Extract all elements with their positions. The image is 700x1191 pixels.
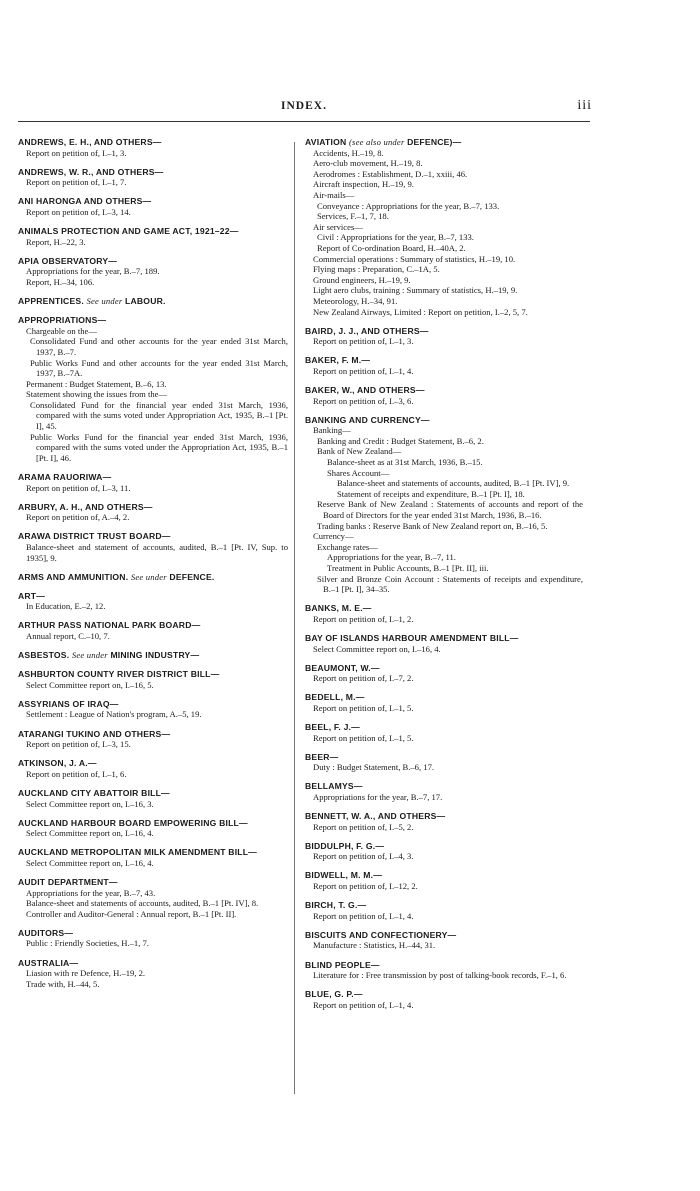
header-rule bbox=[18, 121, 590, 122]
entry-subline: Consolidated Fund for the financial year ended 31st March, 1936, compared with the sums voted under Appropriation Act, 1935, B.–1 [Pt. I], 45. bbox=[30, 399, 288, 432]
see-reference: See under bbox=[130, 571, 167, 582]
entry-subline: Report, H.–22, 3. bbox=[26, 236, 86, 247]
entry-heading bbox=[18, 818, 288, 829]
page-number: iii bbox=[577, 98, 592, 113]
entry-heading bbox=[305, 355, 583, 366]
entry-subline: Report on petition of, I.–12, 2. bbox=[313, 881, 418, 892]
entry-heading-text: BAIRD, J. J., AND OTHERS— bbox=[305, 325, 429, 336]
index-entry bbox=[305, 752, 583, 773]
entry-heading-text: ATARANGI TUKINO AND OTHERS— bbox=[18, 728, 171, 739]
entry-subline: Report on petition of, I.–1, 6. bbox=[26, 768, 127, 779]
entry-subline: Consolidated Fund and other accounts for the year ended 31st March, 1937, B.–7. bbox=[30, 336, 288, 357]
entry-subline: Exchange rates— bbox=[317, 541, 378, 552]
entry-subline: Report on petition of, I.–5, 2. bbox=[313, 821, 414, 832]
entry-heading-text: BANKS, M. E.— bbox=[305, 603, 372, 614]
entry-subline: Report on petition of, I.–3, 11. bbox=[26, 482, 131, 493]
entry-heading-text: BLIND PEOPLE— bbox=[305, 959, 380, 970]
entry-subline: Liasion with re Defence, H.–19, 2. bbox=[26, 968, 146, 979]
index-entry bbox=[305, 781, 583, 802]
entry-subline: Select Committee report on, I.–16, 4. bbox=[313, 643, 441, 654]
entry-subline: Currency— bbox=[313, 531, 354, 542]
entry-subline: Report on petition of, I.–3, 14. bbox=[26, 206, 131, 217]
entry-heading bbox=[18, 591, 288, 602]
entry-heading-text: BEDELL, M.— bbox=[305, 692, 365, 703]
see-reference: See under bbox=[86, 296, 123, 307]
entry-heading-text: ARAWA DISTRICT TRUST BOARD— bbox=[18, 531, 171, 542]
index-entry bbox=[18, 818, 288, 839]
entry-subline: Report on petition of, I.–1, 2. bbox=[313, 613, 414, 624]
entry-heading bbox=[305, 900, 583, 911]
entry-subline: Report, H.–34, 106. bbox=[26, 276, 95, 287]
entry-subline: Reserve Bank of New Zealand : Statements of accounts and report of the Board of Directors for the year ended 31st March, 1936, B.–16. bbox=[317, 499, 583, 520]
index-entry bbox=[18, 315, 288, 463]
entry-heading-text: BAKER, F. M.— bbox=[305, 355, 371, 366]
entry-subline: Statement showing the issues from the— bbox=[26, 389, 168, 400]
entry-subline: Air services— bbox=[313, 221, 363, 232]
index-entry bbox=[305, 355, 583, 376]
entry-subline: Light aero clubs, training : Summary of statistics, H.–19, 9. bbox=[313, 285, 518, 296]
entry-heading-text: BLUE, G. P.— bbox=[305, 989, 363, 1000]
entry-heading-text: BANKING AND CURRENCY— bbox=[305, 414, 430, 425]
entry-heading-text: AUCKLAND HARBOUR BOARD EMPOWERING BILL— bbox=[18, 817, 248, 828]
entry-subline: Aero-club movement, H.–19, 8. bbox=[313, 158, 423, 169]
entry-heading bbox=[305, 811, 583, 822]
entry-heading-text: BEAUMONT, W.— bbox=[305, 662, 380, 673]
index-entry bbox=[305, 137, 583, 317]
entry-subline: Balance-sheet and statement of accounts, audited, B.–1 [Pt. IV, Sup. to 1935], 9. bbox=[26, 541, 288, 563]
entry-subline: Report on petition of, I.–3, 15. bbox=[26, 739, 131, 750]
entry-subline: Report on petition of, I.–1, 4. bbox=[313, 910, 414, 921]
entry-subline: Services, F.–1, 7, 18. bbox=[317, 211, 389, 222]
index-entry bbox=[305, 385, 583, 406]
entry-subline: Conveyance : Appropriations for the year, B.–7, 133. bbox=[317, 200, 500, 211]
entry-heading bbox=[18, 226, 288, 237]
entry-subline: Select Committee report on, I.–16, 4. bbox=[26, 857, 154, 868]
index-entry bbox=[305, 633, 583, 654]
entry-heading bbox=[305, 752, 583, 763]
entry-heading-text: ANDREWS, W. R., AND OTHERS— bbox=[18, 166, 164, 177]
column-divider bbox=[294, 142, 295, 1094]
entry-subline: Appropriations for the year, B.–7, 43. bbox=[26, 887, 156, 898]
entry-heading-text: AUSTRALIA— bbox=[18, 957, 79, 968]
index-entry bbox=[18, 847, 288, 868]
entry-subline: Public Works Fund and other accounts for the year ended 31st March, 1937, B.–7A. bbox=[30, 357, 288, 379]
index-entry bbox=[305, 692, 583, 713]
entry-subline: Select Committee report on, I.–16, 4. bbox=[26, 828, 154, 839]
entry-subline: Report on petition of, I.–1, 7. bbox=[26, 177, 127, 188]
entry-subline: Duty : Budget Statement, B.–6, 17. bbox=[313, 762, 435, 773]
index-entry bbox=[305, 900, 583, 921]
index-entry bbox=[18, 531, 288, 563]
entry-heading bbox=[305, 989, 583, 1000]
index-entry bbox=[305, 603, 583, 624]
index-entry bbox=[305, 811, 583, 832]
entry-heading bbox=[18, 847, 288, 858]
index-entry bbox=[18, 196, 288, 217]
index-entry bbox=[18, 958, 288, 990]
entry-heading-text: ARAMA RAUORIWA— bbox=[18, 471, 112, 482]
index-entry bbox=[305, 960, 583, 981]
entry-subline: Air-mails— bbox=[313, 189, 355, 200]
entry-heading bbox=[305, 781, 583, 792]
index-entry bbox=[18, 699, 288, 720]
entry-subline: Statement of receipts and expenditure, B.–1 [Pt. I], 18. bbox=[337, 488, 525, 499]
entry-heading bbox=[305, 326, 583, 337]
entry-subline: Aerodromes : Establishment, D.–1, xxiii, 46. bbox=[313, 168, 468, 179]
entry-heading bbox=[18, 531, 288, 542]
entry-subline: Select Committee report on, I.–16, 3. bbox=[26, 798, 154, 809]
entry-heading-text: APPRENTICES. bbox=[18, 296, 84, 307]
entry-heading-text: ANDREWS, E. H., AND OTHERS— bbox=[18, 137, 162, 147]
entry-heading bbox=[18, 958, 288, 969]
entry-subline: Manufacture : Statistics, H.–44, 31. bbox=[313, 940, 436, 951]
index-column-left bbox=[18, 137, 288, 998]
entry-subline: Trade with, H.–44, 5. bbox=[26, 978, 100, 989]
index-entry bbox=[18, 650, 288, 661]
entry-heading bbox=[305, 603, 583, 614]
index-entry bbox=[18, 167, 288, 188]
entry-subline: Civil : Appropriations for the year, B.–7, 133. bbox=[317, 232, 474, 243]
entry-subline: Report on petition of, I.–7, 2. bbox=[313, 673, 414, 684]
index-entry bbox=[18, 729, 288, 750]
entry-subline: Meteorology, H.–34, 91. bbox=[313, 295, 398, 306]
entry-subline: Shares Account— bbox=[327, 467, 390, 478]
page-header bbox=[18, 100, 590, 120]
entry-subline: Permanent : Budget Statement, B.–6, 13. bbox=[26, 378, 167, 389]
entry-heading-text: BELLAMYS— bbox=[305, 781, 363, 792]
entry-heading bbox=[305, 385, 583, 396]
entry-subline: Report of Co-ordination Board, H.–40A, 2. bbox=[317, 242, 466, 253]
entry-subline: Appropriations for the year, B.–7, 11. bbox=[327, 552, 456, 563]
index-entry bbox=[18, 620, 288, 641]
entry-subline: Report on petition of, I.–1, 5. bbox=[313, 732, 414, 743]
entry-subline: Balance-sheet as at 31st March, 1936, B.–15. bbox=[327, 457, 483, 468]
entry-heading-text: ARTHUR PASS NATIONAL PARK BOARD— bbox=[18, 620, 201, 631]
entry-subline: Report on petition of, I.–1, 3. bbox=[313, 336, 414, 347]
entry-subline: Literature for : Free transmission by post of talking-book records, F.–1, 6. bbox=[313, 970, 567, 981]
entry-subline: Report on petition of, I.–1, 4. bbox=[313, 365, 414, 376]
entry-heading-text: APIA OBSERVATORY— bbox=[18, 255, 118, 266]
entry-subline: Public : Friendly Societies, H.–1, 7. bbox=[26, 938, 149, 949]
entry-subline: Banking— bbox=[313, 425, 351, 436]
entry-heading-text: BIDWELL, M. M.— bbox=[305, 870, 382, 881]
entry-subline: Balance-sheet and statements of accounts, audited, B.–1 [Pt. IV], 9. bbox=[337, 478, 570, 489]
entry-heading bbox=[18, 572, 288, 583]
index-entry bbox=[18, 928, 288, 949]
entry-heading bbox=[18, 928, 288, 939]
entry-heading-text: ASHBURTON COUNTY RIVER DISTRICT BILL— bbox=[18, 669, 220, 680]
entry-heading bbox=[18, 650, 288, 661]
entry-heading bbox=[18, 877, 288, 888]
entry-subline: Appropriations for the year, B.–7, 17. bbox=[313, 791, 443, 802]
entry-heading-text: ATKINSON, J. A.— bbox=[18, 758, 97, 769]
entry-subline: Report on petition of, I.–1, 4. bbox=[313, 999, 414, 1010]
index-entry bbox=[18, 572, 288, 583]
entry-subline: Flying maps : Preparation, C.–1A, 5. bbox=[313, 264, 440, 275]
entry-subline: Accidents, H.–19, 8. bbox=[313, 147, 384, 158]
entry-subline: Report on petition of, I.–4, 3. bbox=[313, 851, 414, 862]
see-reference-target: LABOUR. bbox=[125, 296, 166, 307]
see-reference: (see also under bbox=[348, 137, 405, 147]
entry-heading bbox=[18, 699, 288, 710]
entry-heading bbox=[18, 472, 288, 483]
entry-heading-text: ANI HARONGA AND OTHERS— bbox=[18, 196, 152, 207]
entry-subline: Banking and Credit : Budget Statement, B.–6, 2. bbox=[317, 435, 484, 446]
entry-heading bbox=[305, 960, 583, 971]
page-title: INDEX. bbox=[281, 100, 327, 112]
entry-heading-text: BIRCH, T. G.— bbox=[305, 900, 367, 911]
entry-subline: Trading banks : Reserve Bank of New Zealand report on, B.–16, 5. bbox=[317, 520, 548, 531]
entry-heading-text: BAY OF ISLANDS HARBOUR AMENDMENT BILL— bbox=[305, 632, 519, 643]
entry-heading bbox=[305, 930, 583, 941]
entry-subline: Aircraft inspection, H.–19, 9. bbox=[313, 179, 414, 190]
entry-subline: Public Works Fund for the financial year ended 31st March, 1936, compared with the sums voted under the Appropriation Act, 1935, B.–1 [Pt. I], 46. bbox=[30, 431, 288, 463]
entry-subline: Balance-sheet and statements of accounts, audited, B.–1 [Pt. IV], 8. bbox=[26, 898, 259, 909]
entry-heading-text: AUCKLAND METROPOLITAN MILK AMENDMENT BILL— bbox=[18, 847, 257, 858]
entry-heading-text: AVIATION bbox=[305, 137, 347, 147]
entry-heading bbox=[18, 502, 288, 513]
index-entry bbox=[18, 502, 288, 523]
entry-heading-text: ARMS AND AMMUNITION. bbox=[18, 571, 129, 582]
index-entry bbox=[18, 591, 288, 612]
entry-subline: Treatment in Public Accounts, B.–1 [Pt. II], iii. bbox=[327, 562, 489, 573]
entry-heading-text: ANIMALS PROTECTION AND GAME ACT, 1921–22— bbox=[18, 226, 239, 237]
entry-heading bbox=[305, 415, 583, 426]
see-reference-target: DEFENCE. bbox=[169, 571, 215, 582]
entry-heading bbox=[18, 669, 288, 680]
index-entry bbox=[305, 415, 583, 595]
entry-subline: Report on petition of, A.–4, 2. bbox=[26, 512, 130, 523]
index-entry bbox=[18, 256, 288, 288]
entry-heading bbox=[18, 788, 288, 799]
index-entry bbox=[18, 472, 288, 493]
entry-subline: Appropriations for the year, B.–7, 189. bbox=[26, 266, 160, 277]
entry-heading-text: APPROPRIATIONS— bbox=[18, 315, 107, 326]
entry-heading-text: BEER— bbox=[305, 751, 339, 762]
entry-heading-text: ASBESTOS. bbox=[18, 650, 70, 661]
entry-subline: Chargeable on the— bbox=[26, 325, 97, 336]
entry-subline: Commercial operations : Summary of statistics, H.–19, 10. bbox=[313, 253, 516, 264]
entry-heading bbox=[18, 758, 288, 769]
entry-subline: Ground engineers, H.–19, 9. bbox=[313, 274, 411, 285]
index-entry bbox=[18, 137, 288, 158]
entry-heading-text: AUDIT DEPARTMENT— bbox=[18, 876, 118, 887]
entry-heading bbox=[305, 870, 583, 881]
index-entry bbox=[18, 877, 288, 919]
entry-heading bbox=[305, 692, 583, 703]
see-reference-target: MINING INDUSTRY— bbox=[110, 650, 200, 661]
index-entry bbox=[18, 758, 288, 779]
entry-subline: Report on petition of, I.–3, 6. bbox=[313, 395, 414, 406]
entry-heading-text: BENNETT, W. A., AND OTHERS— bbox=[305, 811, 446, 822]
entry-heading-text: AUCKLAND CITY ABATTOIR BILL— bbox=[18, 787, 170, 798]
entry-heading-text: ART— bbox=[18, 590, 46, 601]
see-reference-target: DEFENCE)— bbox=[407, 137, 462, 147]
entry-heading-text: AUDITORS— bbox=[18, 927, 74, 938]
entry-heading bbox=[305, 137, 583, 148]
index-entry bbox=[305, 989, 583, 1010]
entry-heading bbox=[18, 167, 288, 178]
entry-heading bbox=[18, 729, 288, 740]
index-entry bbox=[18, 669, 288, 690]
entry-subline: Bank of New Zealand— bbox=[317, 446, 402, 457]
entry-heading bbox=[18, 620, 288, 631]
entry-heading bbox=[18, 196, 288, 207]
entry-heading bbox=[305, 663, 583, 674]
index-entry bbox=[305, 326, 583, 347]
entry-heading-text: BISCUITS AND CONFECTIONERY— bbox=[305, 929, 457, 940]
entry-heading-text: BAKER, W., AND OTHERS— bbox=[305, 384, 425, 395]
entry-heading bbox=[18, 315, 288, 326]
entry-subline: Annual report, C.–10, 7. bbox=[26, 630, 110, 641]
entry-heading bbox=[305, 722, 583, 733]
entry-heading bbox=[305, 841, 583, 852]
entry-heading bbox=[18, 296, 288, 307]
see-reference: See under bbox=[71, 650, 108, 661]
index-entry bbox=[18, 226, 288, 247]
index-entry bbox=[18, 296, 288, 307]
entry-heading bbox=[18, 137, 288, 148]
entry-subline: Settlement : League of Nation's program, A.–5, 19. bbox=[26, 709, 202, 720]
entry-heading-text: ASSYRIANS OF IRAQ— bbox=[18, 698, 119, 709]
entry-subline: Select Committee report on, I.–16, 5. bbox=[26, 679, 154, 690]
entry-heading-text: ARBURY, A. H., AND OTHERS— bbox=[18, 501, 153, 512]
entry-subline: Report on petition of, I.–1, 3. bbox=[26, 147, 127, 158]
entry-subline: New Zealand Airways, Limited : Report on petition, I.–2, 5, 7. bbox=[313, 306, 528, 317]
index-column-right bbox=[305, 137, 583, 1019]
index-entry bbox=[305, 841, 583, 862]
entry-heading bbox=[305, 633, 583, 644]
index-entry bbox=[18, 788, 288, 809]
entry-subline: Report on petition of, I.–1, 5. bbox=[313, 702, 414, 713]
index-entry bbox=[305, 870, 583, 891]
entry-subline: Controller and Auditor-General : Annual report, B.–1 [Pt. II]. bbox=[26, 908, 237, 919]
entry-subline: Silver and Bronze Coin Account : Statements of receipts and expenditure, B.–1 [Pt. I], 34–35. bbox=[317, 573, 583, 595]
entry-heading-text: BIDDULPH, F. G.— bbox=[305, 840, 385, 851]
index-entry bbox=[305, 722, 583, 743]
entry-heading bbox=[18, 256, 288, 267]
index-entry bbox=[305, 930, 583, 951]
entry-subline: In Education, E.–2, 12. bbox=[26, 601, 106, 612]
index-entry bbox=[305, 663, 583, 684]
entry-heading-text: BEEL, F. J.— bbox=[305, 722, 360, 732]
